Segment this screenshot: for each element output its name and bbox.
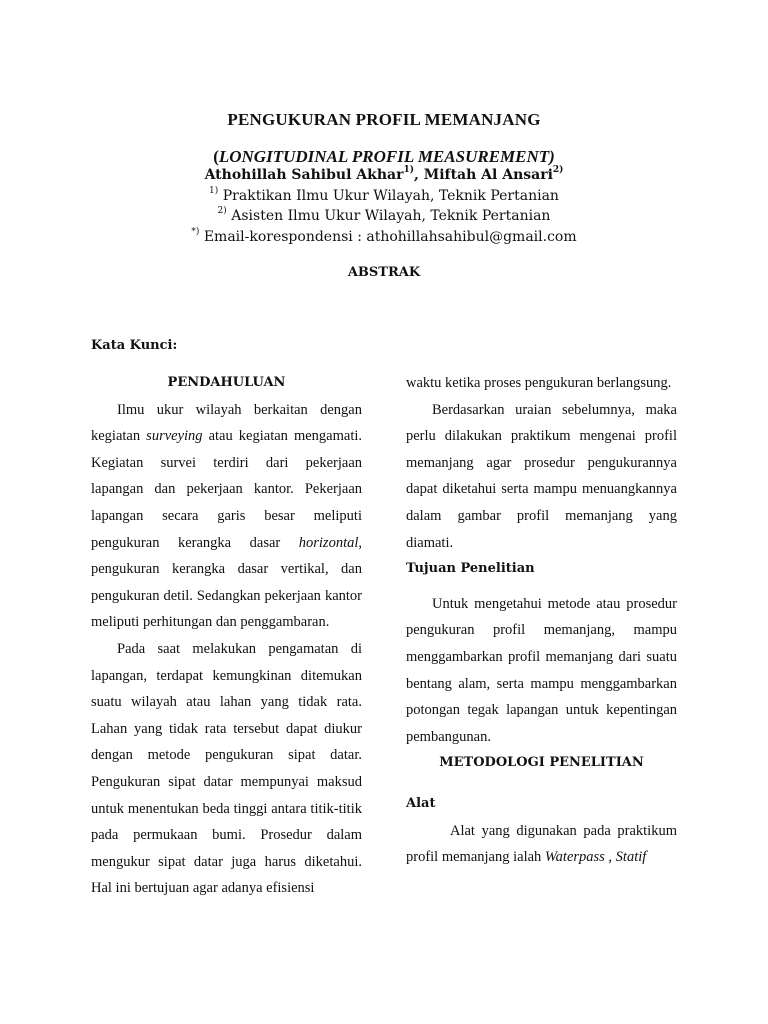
pendahuluan-heading: PENDAHULUAN <box>167 375 286 390</box>
intro-paragraph-3: Berdasarkan uraian sebelumnya, maka perlu dilakukan praktikum mengenai profil memanjang agar prosedur pengukurannya dapat diketahui serta mampu menuangkannya dalam gambar profil memanjang yang diamati. <box>406 401 677 551</box>
intro-paragraph-1 <box>91 397 362 636</box>
affiliation-2-mark: 2) <box>217 206 227 217</box>
tujuan-heading: Tujuan Penelitian <box>406 561 535 577</box>
spacer <box>406 583 677 591</box>
author-name-1: Athohillah Sahibul Akhar <box>204 167 404 183</box>
alat-tools-italic: Waterpass , Statif <box>544 849 647 866</box>
intro-paragraph-2: Pada saat melakukan pengamatan di lapangan, terdapat kemungkinan ditemukan suatu wilayah atau lahan yang tidak rata. Lahan yang tidak rata tersebut dapat diukur dengan metode pengukuran sipat datar. Pengukuran sipat datar mempunyai maksud untuk menentukan beda tinggi antara titik-titik pada permukaan bumi. Prosedur dalam mengukur sipat datar juga harus diketahui. Hal ini bertujuan agar adanya efisiensi <box>91 640 362 897</box>
intro-p1-text-e: , pengukuran kerangka dasar vertikal, dan pengukuran detil. Sedangkan pekerjaan kantor meliputi perhitungan dan penggambaran. <box>91 534 362 631</box>
intro-p1-term-horizontal: horizontal <box>298 534 359 551</box>
affiliation-2-text: Asisten Ilmu Ukur Wilayah, Teknik Pertanian <box>226 208 551 224</box>
abstract-heading: ABSTRAK <box>347 265 421 280</box>
alat-text-a: Alat yang digunakan pada praktikum profil memanjang ialah <box>406 822 677 866</box>
tujuan-paragraph: Untuk mengetahui metode atau prosedur pengukuran profil memanjang, mampu menggambarkan profil memanjang dari suatu bentang alam, serta mampu menggambarkan potongan tegak lapangan untuk kepentingan pembangunan. <box>406 595 677 745</box>
email-text: Email-korespondensi : athohillahsahibul@gmail.com <box>199 229 577 245</box>
affiliation-1-text: Praktikan Ilmu Ukur Wilayah, Teknik Pertanian <box>218 188 559 204</box>
intro-p1-text-c: atau kegiatan mengamati. Kegiatan survei terdiri dari pekerjaan lapangan dan pekerjaan kantor. Pekerjaan lapangan secara garis besar meliputi pengukuran kerangka dasar <box>91 428 362 551</box>
metodologi-heading: METODOLOGI PENELITIAN <box>439 755 644 771</box>
author-2-mark: 2) <box>552 165 564 176</box>
spacer <box>406 777 677 791</box>
affiliation-2 <box>0 206 768 226</box>
subtitle-paren: ( <box>213 147 219 166</box>
intro-paragraph-continued: waktu ketika proses pengukuran berlangsung. <box>406 375 672 391</box>
affiliation-1-mark: 1) <box>209 186 219 197</box>
subtitle-english: LONGITUDINAL PROFIL MEASUREMENT) <box>218 147 555 166</box>
right-column <box>406 370 677 871</box>
author-name-2: Miftah Al Ansari <box>423 167 553 183</box>
intro-p1-text-a: Ilmu ukur wilayah berkaitan dengan kegiatan <box>91 401 362 445</box>
intro-p1-term-surveying: surveying <box>146 428 203 445</box>
author-line <box>0 165 768 185</box>
alat-heading: Alat <box>406 795 436 811</box>
email-mark: *) <box>191 227 200 238</box>
left-column <box>91 370 362 902</box>
keywords-label: Kata Kunci: <box>91 338 178 353</box>
affiliation-1 <box>0 186 768 206</box>
correspondence-email <box>0 227 768 247</box>
alat-paragraph <box>406 818 677 871</box>
paper-subtitle <box>0 147 768 167</box>
author-1-mark: 1) <box>403 165 414 176</box>
author-separator: , <box>413 167 424 183</box>
paper-title: PENGUKURAN PROFIL MEMANJANG <box>227 110 541 129</box>
